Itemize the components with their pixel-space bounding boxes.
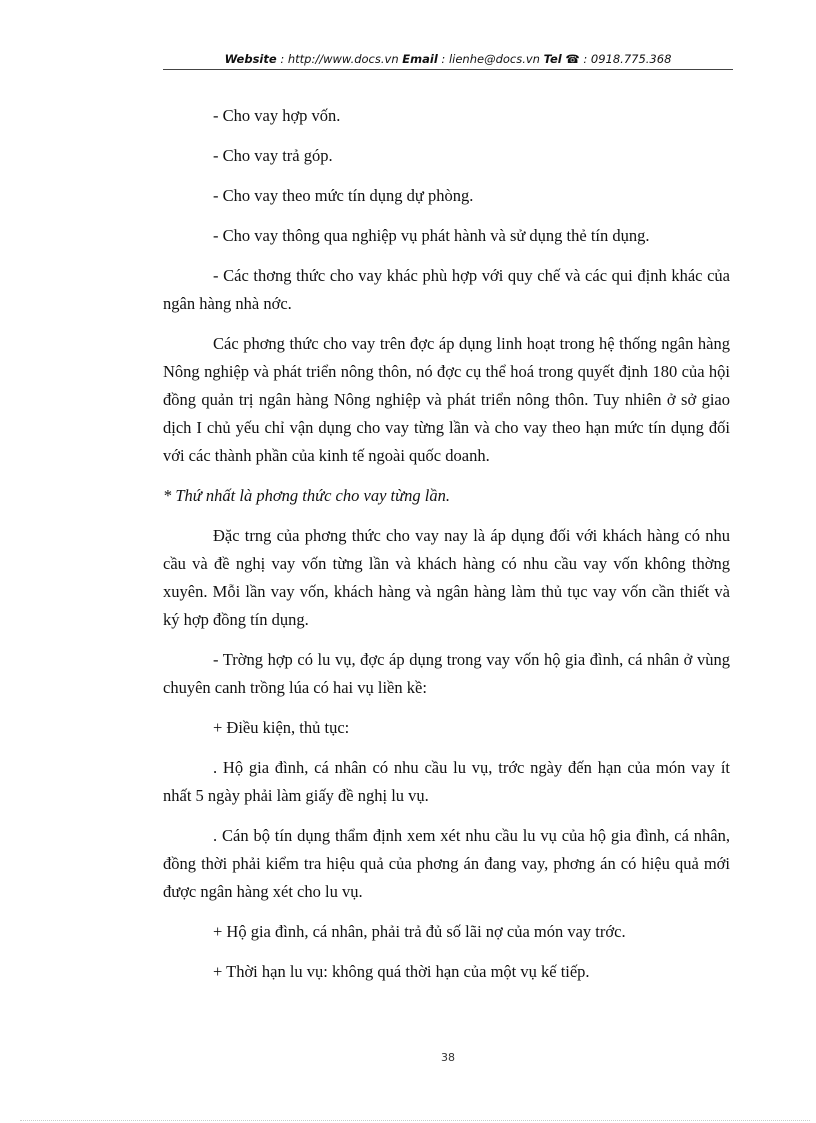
paragraph: - Cho vay thông qua nghiệp vụ phát hành và sử dụng thẻ tín dụng. xyxy=(213,226,650,245)
website-label: Website xyxy=(224,52,277,66)
header-divider xyxy=(163,69,733,70)
paragraph: + Điều kiện, thủ tục: xyxy=(213,718,350,737)
paragraph: - Cho vay hợp vốn. xyxy=(213,106,341,125)
page-number: 38 xyxy=(441,1051,455,1064)
website-value: : http://www.docs.vn xyxy=(276,52,403,66)
phone-icon: ☎ xyxy=(565,52,580,66)
footer-divider xyxy=(20,1120,810,1121)
paragraph: . Hộ gia đình, cá nhân có nhu cầu lu vụ, trớc ngày đến hạn của món vay ít nhất 5 ngày phải làm giấy đề nghị lu vụ. xyxy=(163,758,730,805)
paragraph: - Cho vay trả góp. xyxy=(213,146,333,165)
email-value: : lienhe@docs.vn xyxy=(437,52,544,66)
paragraph: + Hộ gia đình, cá nhân, phải trả đủ số lãi nợ của món vay trớc. xyxy=(213,922,626,941)
paragraph: - Các thơng thức cho vay khác phù hợp với quy chế và các qui định khác của ngân hàng nhà nớc. xyxy=(163,266,730,313)
paragraph: Các phơng thức cho vay trên đợc áp dụng linh hoạt trong hệ thống ngân hàng Nông nghiệp và phát triển nông thôn, nó đợc cụ thể hoá trong quyết định 180 của hội đồng quản trị ngân hàng Nông nghiệp và phát triển nông thôn. Tuy nhiên ở sở giao dịch I chủ yếu chỉ vận dụng cho vay từng lần và cho vay theo hạn mức tín dụng đối với các thành phần của kinh tế ngoài quốc doanh. xyxy=(163,334,730,465)
paragraph: + Thời hạn lu vụ: không quá thời hạn của một vụ kế tiếp. xyxy=(213,962,590,981)
tel-label: Tel xyxy=(543,52,562,66)
email-label: Email xyxy=(402,52,438,66)
tel-value: : 0918.775.368 xyxy=(579,52,672,66)
paragraph: - Trờng hợp có lu vụ, đợc áp dụng trong vay vốn hộ gia đình, cá nhân ở vùng chuyên canh trồng lúa có hai vụ liền kề: xyxy=(163,650,730,697)
paragraph: Đặc trng của phơng thức cho vay nay là áp dụng đối với khách hàng có nhu cầu và đề nghị vay vốn từng lần và khách hàng có nhu cầu vay vốn không thờng xuyên. Mỗi lần vay vốn, khách hàng và ngân hàng làm thủ tục vay vốn cần thiết và ký hợp đồng tín dụng. xyxy=(163,526,730,629)
section-heading: * Thứ nhất là phơng thức cho vay từng lần. xyxy=(163,486,450,505)
page-header xyxy=(163,52,733,66)
document-body xyxy=(163,102,730,998)
paragraph: - Cho vay theo mức tín dụng dự phòng. xyxy=(213,186,474,205)
paragraph: . Cán bộ tín dụng thẩm định xem xét nhu cầu lu vụ của hộ gia đình, cá nhân, đồng thời phải kiểm tra hiệu quả của phơng án đang vay, phơng án có hiệu quả mới được ngân hàng xét cho lu vụ. xyxy=(163,826,730,901)
